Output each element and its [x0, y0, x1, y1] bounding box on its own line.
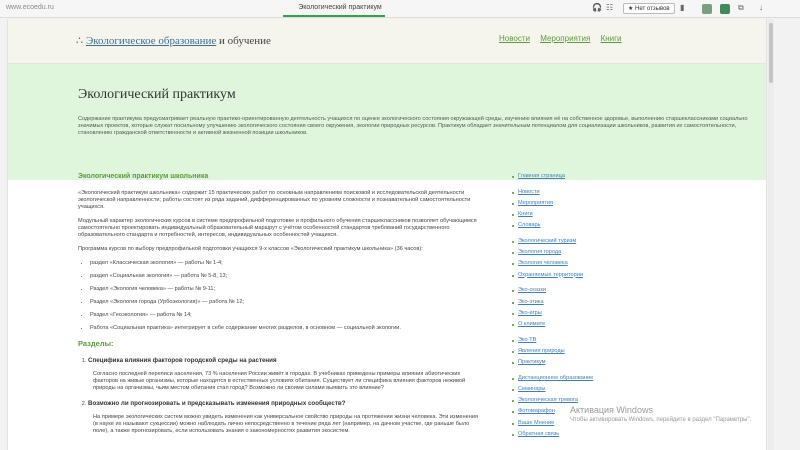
- list-item: • Работа «Социальная практика» интегрирует в себе содержание многих разделов, в основном — социальной экологии.: [90, 325, 483, 332]
- sidebar-link-news[interactable]: Новости: [511, 187, 761, 198]
- site-header: [8, 19, 767, 64]
- sidebar-link-climate[interactable]: О климате: [511, 319, 761, 330]
- watermark-title: Активация Windows: [570, 405, 653, 415]
- list-item: • раздел «Классическая экология» — работы № 1-4;: [90, 260, 483, 267]
- sidebar-link-distance-learning[interactable]: Дистанционное образование: [511, 373, 761, 384]
- course-list: [90, 260, 483, 332]
- section-text: На примере экологических систем можно увидеть изменения как универсальное свойство природы на протяжении жизни человека. Эти изменения (в науке их называют сукцессии) можно наблюдать лично непосредственно в течение ряда лет (например, на дачном участке, где раньше было поле), а также прогнозировать, если использовать знания о закономерностях развития экосистем.: [93, 414, 478, 434]
- section-heading: Экологический практикум школьника: [78, 173, 209, 180]
- page-title: Экологический практикум: [78, 87, 236, 102]
- web-page: [7, 19, 767, 450]
- sidebar-link-eco-ethics[interactable]: Эко-этика: [511, 297, 761, 308]
- sidebar-link-events[interactable]: Мероприятия: [511, 198, 761, 209]
- page-scrollbar[interactable]: [768, 19, 774, 450]
- sidebar-group: [511, 171, 761, 182]
- sidebar-group: [511, 236, 761, 281]
- site-title-suffix: и обучение: [216, 35, 271, 47]
- sidebar-link-practicum[interactable]: Практикум: [511, 357, 761, 368]
- sections-list: [88, 357, 483, 435]
- nav-news[interactable]: Новости: [499, 34, 530, 43]
- section-text: Согласно последней переписи населения, 73 % населения России живёт в городах. В учебниках приведены примеры влияния абиотических факторов на живые организмы, которые находятся в естественных условиях обитания. Существует ли специфика влияния факторов неживой природы на организмы, чьим местом обитания стал город? Возможно ли своими силами выявить это влияние?: [93, 371, 466, 391]
- sidebar-link-your-opinion[interactable]: Ваше Мнение: [511, 418, 761, 429]
- list-item: • раздел «Социальная экология» — работа № 5-8, 13;: [90, 273, 483, 280]
- site-title: [76, 34, 271, 47]
- download-icon[interactable]: ↓: [759, 3, 763, 12]
- section-item: [88, 357, 483, 392]
- site-home-link[interactable]: Экологическое образование: [86, 35, 217, 47]
- sections-heading: Разделы:: [78, 339, 114, 348]
- scrollbar-thumb[interactable]: [769, 23, 773, 83]
- section-question: 1. Специфика влияния факторов городской среды на растения: [88, 357, 277, 364]
- reviews-button[interactable]: ★ Нет отзывов: [623, 3, 675, 14]
- sidebar-link-eco-tv[interactable]: Эко ТВ: [511, 335, 761, 346]
- bullet-icon: ∴: [76, 35, 83, 47]
- sidebar-link-seminars[interactable]: Семинары: [511, 384, 761, 395]
- sidebar-link-eco-tourism[interactable]: Экологический туризм: [511, 236, 761, 247]
- list-item: • Раздел «Геоэкология» — работа № 14;: [90, 312, 483, 319]
- sidebar-link-books[interactable]: Книги: [511, 209, 761, 220]
- headphones-icon[interactable]: 🎧: [592, 3, 602, 12]
- sidebar-link-city-ecology[interactable]: Экология города: [511, 247, 761, 258]
- main-content: [78, 169, 483, 443]
- windows-activation-watermark: [570, 405, 751, 423]
- browser-toolbar: [0, 0, 800, 18]
- list-item: • Раздел «Экология города (Урбоэкология)» — работа № 12;: [90, 299, 483, 306]
- address-bar[interactable]: www.ecoedu.ru: [6, 4, 54, 11]
- sidebar-group: [511, 335, 761, 369]
- sidebar-link-dictionary[interactable]: Словарь: [511, 220, 761, 231]
- section-question: 2. Возможно ли прогнозировать и предсказывать изменения природных сообществ?: [88, 400, 346, 407]
- sidebar-nav: [511, 171, 761, 444]
- list-item: • Раздел «Экология человека» — работы № 9-11;: [90, 286, 483, 293]
- paragraph: Программа курсов по выбору предпрофильной подготовки учащихся 9-х классов «Экологический практикум школьника» (36 часов):: [78, 246, 423, 252]
- bookmark-icon[interactable]: ▮: [680, 3, 685, 12]
- hero-banner: [8, 64, 767, 180]
- sidebar-link-protected-areas[interactable]: Охраняемые территории: [511, 270, 761, 281]
- sidebar-group: [511, 285, 761, 330]
- tab-active-indicator: [283, 15, 385, 17]
- section-item: [88, 400, 483, 435]
- top-navigation: [499, 34, 630, 43]
- extension-icon[interactable]: [702, 4, 712, 14]
- page-description: Содержание практикума предусматривает реальную практико-ориентированную деятельность учащихся по оценке экологического состояния окружающей среды, изучению влияния её на собственное здоровье, выполнению старшеклассниками социально значимых проектов, которые служат посильному улучшению экологического состояния своего окружения, экологии природных ресурсов. Практикум обладает значительным потенциалом для социализации школьников, развития их самостоятельности, становлению гражданской ответственности и активной жизненной позиции школьников.: [78, 116, 748, 136]
- sidebar-group: [511, 187, 761, 232]
- sidebar-link-feedback[interactable]: Обратная связь: [511, 429, 761, 440]
- sidebar-link-eco-alarm[interactable]: Экологическая тревога: [511, 395, 761, 406]
- extension-icon[interactable]: ⧉: [738, 3, 744, 12]
- extension-icon[interactable]: [720, 4, 730, 14]
- sidebar-link-eco-tales[interactable]: Эко-сказки: [511, 285, 761, 296]
- sidebar-link-home[interactable]: Главная страница: [511, 171, 761, 182]
- sidebar-link-nature-phenomena[interactable]: Явления природы: [511, 346, 761, 357]
- sidebar-link-human-ecology[interactable]: Экология человека: [511, 258, 761, 269]
- nav-events[interactable]: Мероприятия: [540, 34, 591, 43]
- sidebar-link-photo-marathon[interactable]: Фотомарафон: [511, 406, 761, 417]
- paragraph: «Экологический практикум школьника» содержит 15 практических работ по основным направлениям поисковой и исследовательской деятельности экологической направленности; работы состоят из ряда заданий, дифференцированных по уровням сложности и познавательной самостоятельности учащихся.: [78, 190, 471, 210]
- nav-books[interactable]: Книги: [600, 34, 622, 43]
- sidebar-link-eco-games[interactable]: Эко-игры: [511, 308, 761, 319]
- tab-title[interactable]: Экологический практикум: [298, 4, 382, 11]
- watermark-subtitle: Чтобы активировать Windows, перейдите в раздел "Параметры".: [570, 417, 752, 423]
- reader-mode-icon[interactable]: ☷: [606, 3, 614, 12]
- paragraph: Модульный характер экологических курсов в системе предпрофильной подготовке и профильного обучения старшеклассников позволяет обучающимся самостоятельно проектировать индивидуальный образовательный маршрут с учётом особенностей стандартов требований государственного образовательного стандарта и потребностей, интересов, индивидуальных особенностей учащихся.: [78, 218, 477, 238]
